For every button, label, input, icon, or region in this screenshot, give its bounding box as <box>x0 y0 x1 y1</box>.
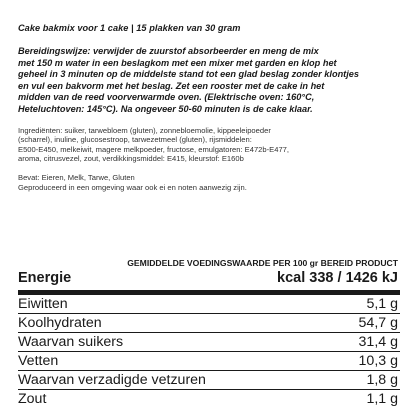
nutrition-value: 31,4 g <box>358 334 398 350</box>
allergen-info <box>18 173 402 192</box>
preparation-line: geheel in 3 minuten op de middelste stand tot een glad beslag zonder klontjes <box>18 69 360 80</box>
nutrition-value: 54,7 g <box>358 315 398 331</box>
preparation-line: met 150 m water in een beslagkom met een mixer met garden en klop het <box>18 57 337 68</box>
nutrition-row <box>18 352 400 371</box>
nutrition-label: Zout <box>18 391 47 407</box>
production-note: Geproduceerd in een omgeving waar ook ei en noten aanwezig zijn. <box>18 182 247 192</box>
ingredients-line: aroma, citrusvezel, zout, verdikkingsmiddel: E415, kleurstof: E160b <box>18 154 244 164</box>
ingredients-line: Ingrediënten: suiker, tarwebloem (gluten), zonnebloemolie, kippeeleipoeder <box>18 125 271 135</box>
nutrition-value: 10,3 g <box>358 353 398 369</box>
nutrition-header: GEMIDDELDE VOEDINGSWAARDE PER 100 gr BEREID PRODUCT <box>127 258 398 268</box>
nutrition-label: Waarvan verzadigde vetzuren <box>18 372 206 388</box>
nutrition-label: Eiwitten <box>18 296 68 312</box>
nutrition-label: Koolhydraten <box>18 315 102 331</box>
energy-label: Energie <box>18 270 72 286</box>
nutrition-table <box>18 258 400 408</box>
nutrition-row <box>18 314 400 333</box>
preparation-instructions <box>18 46 402 116</box>
allergen-line: Bevat: Eieren, Melk, Tarwe, Gluten <box>18 172 135 182</box>
nutrition-row <box>18 390 400 408</box>
nutrition-value: 1,8 g <box>366 372 398 388</box>
ingredients-list <box>18 126 402 164</box>
label-text-area <box>18 22 402 192</box>
nutrition-row <box>18 333 400 352</box>
nutrition-row <box>18 371 400 390</box>
ingredients-line: E500-E450, melkeiwit, magere melkpoeder, fructose, emulgatoren: E472b-E477, <box>18 144 289 154</box>
energy-value: kcal 338 / 1426 kJ <box>277 270 398 286</box>
product-title: Cake bakmix voor 1 cake | 15 plakken van 30 gram <box>18 23 241 33</box>
preparation-line: Heteluchtoven: 145°C). Na ongeveer 50-60 minuten is de cake klaar. <box>18 103 313 114</box>
preparation-line: midden van de reed voorverwarmde oven. (Elektrische oven: 160°C, <box>18 92 315 103</box>
preparation-line: Bereidingswijze: verwijder de zuurstof absorbeerder en meng de mix <box>18 46 319 56</box>
preparation-line: en vul een bakvorm met het beslag. Zet een rooster met de cake in het <box>18 80 325 91</box>
nutrition-label: Vetten <box>18 353 59 369</box>
nutrition-label: Waarvan suikers <box>18 334 124 350</box>
ingredients-line: (scharrel), inuline, glucosestroop, tarwezetmeel (gluten), rijsmiddelen: <box>18 135 252 145</box>
nutrition-row <box>18 295 400 314</box>
nutrition-value: 5,1 g <box>366 296 398 312</box>
nutrition-row-energy <box>18 269 400 295</box>
nutrition-value: 1,1 g <box>366 391 398 407</box>
